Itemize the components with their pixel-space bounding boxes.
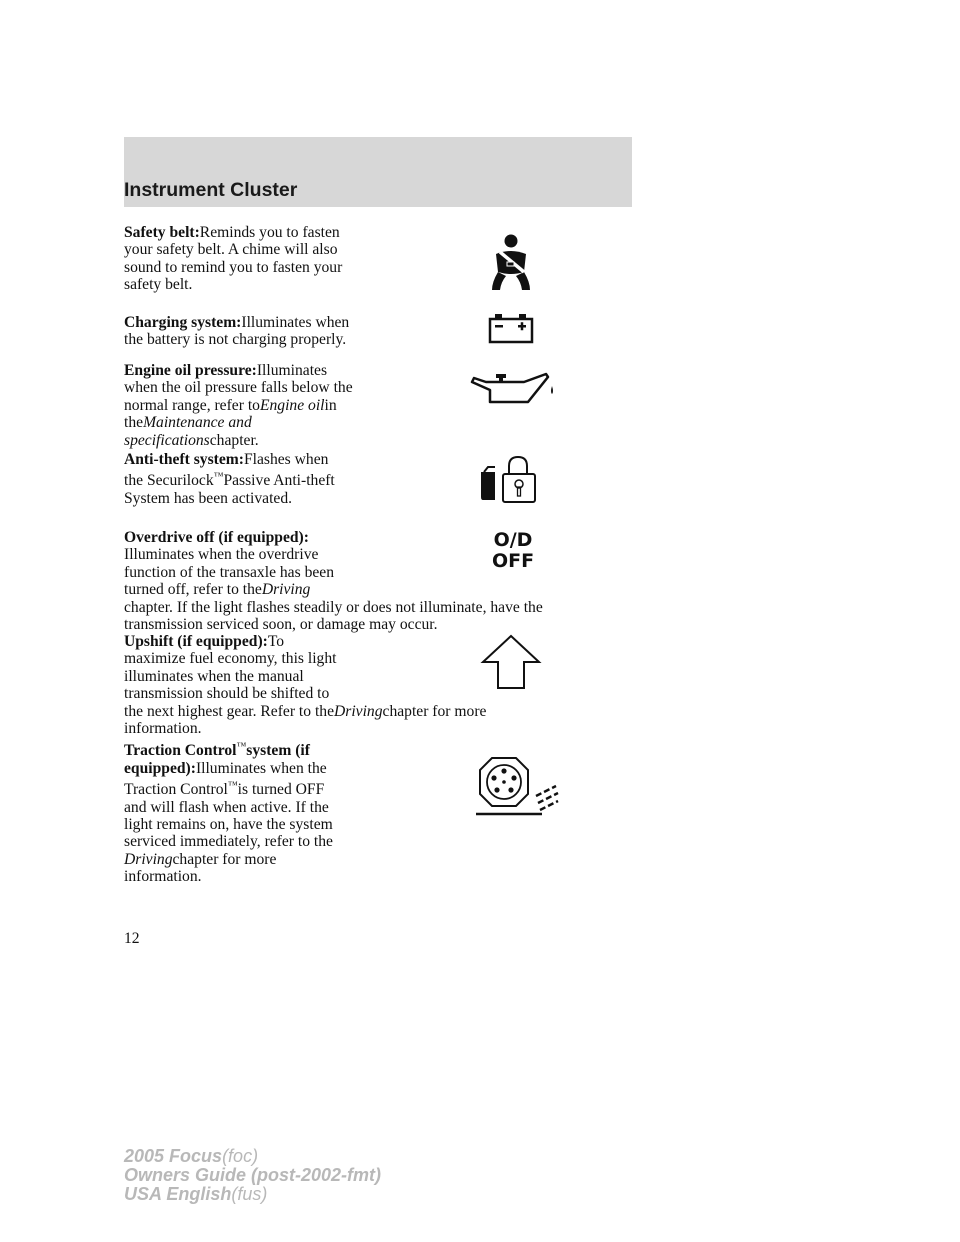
entry-anti-theft-system: Anti-theft system:Flashes when the Securilock™Passive Anti-theft System has been activated. [124, 451, 335, 507]
page-number: 12 [124, 930, 140, 947]
lock-car-icon [478, 454, 540, 504]
seatbelt-icon [486, 232, 536, 294]
entry-engine-oil-pressure: Engine oil pressure:Illuminates when the oil pressure falls below the normal range, refer toEngine oilin theMaintenance and specificationschapter. [124, 362, 353, 449]
overdrive-off-icon: O/D OFF [491, 529, 535, 572]
section-title: Instrument Cluster [124, 179, 298, 201]
oil-can-icon [468, 368, 558, 408]
entry-title: Safety belt: [124, 224, 200, 241]
entry-overdrive-off: Overdrive off (if equipped): Illuminates when the overdrive function of the transaxle has been turned off, refer to theDriving chapter. If the light flashes steadily or does not illuminate, have the transmission serviced soon, or damage may occur. [124, 529, 543, 634]
section-header [124, 137, 632, 207]
traction-control-icon [474, 752, 560, 818]
document-footer: 2005 Focus(foc) Owners Guide (post-2002-fmt) USA English(fus) [124, 1146, 382, 1204]
entry-traction-control: Traction Control™system (if equipped):Illuminates when the Traction Control™is turned OFF and will flash when active. If the light remains on, have the system serviced immediately, refer to the Drivingchapter for more information. [124, 741, 333, 886]
entry-upshift: Upshift (if equipped):To maximize fuel economy, this light illuminates when the manual transmission should be shifted to the next highest gear. Refer to theDrivingchapter for more information. [124, 633, 487, 738]
upshift-arrow-icon [480, 634, 542, 690]
entry-charging-system: Charging system:Illuminates when the battery is not charging properly. [124, 314, 350, 349]
battery-icon [488, 314, 534, 344]
entry-safety-belt: Safety belt:Reminds you to fasten your safety belt. A chime will also sound to remind you to fasten your safety belt. [124, 224, 343, 294]
